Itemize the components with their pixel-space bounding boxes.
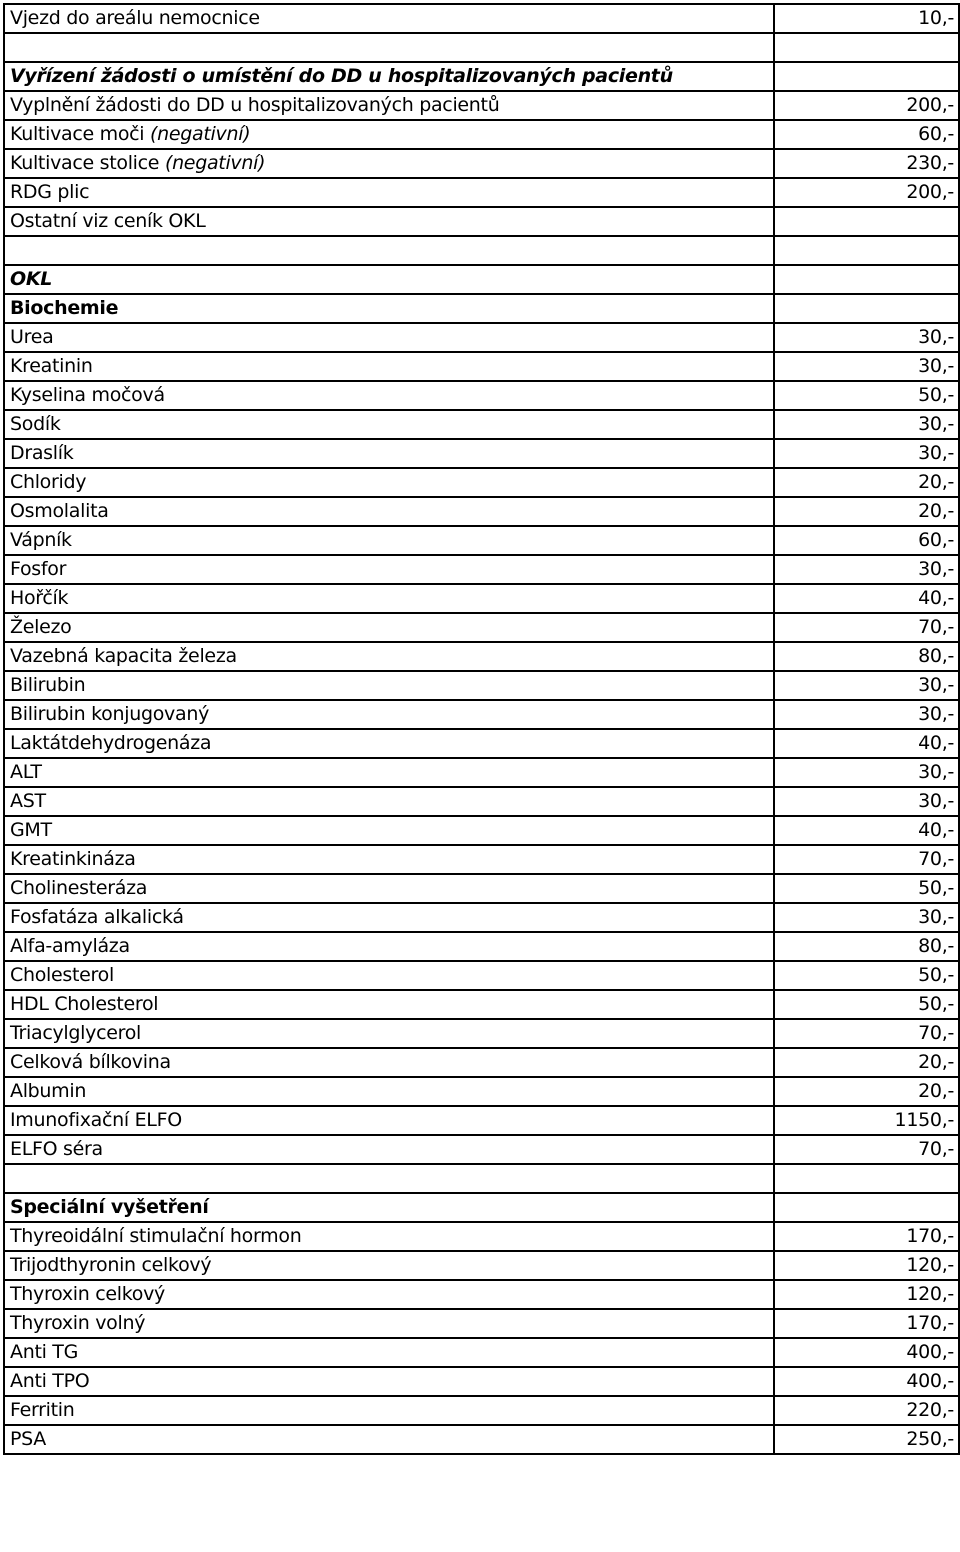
item-price: 30,- [774, 700, 959, 729]
item-name: Bilirubin konjugovaný [10, 703, 210, 725]
item-price [774, 294, 959, 323]
price-row [4, 1251, 959, 1280]
item-name: Kultivace moči [10, 123, 145, 145]
item-price: 60,- [774, 526, 959, 555]
price-row [4, 410, 959, 439]
item-name: AST [10, 790, 46, 812]
item-name-cell [4, 352, 774, 381]
item-name-cell [4, 33, 774, 62]
item-name-cell [4, 671, 774, 700]
item-name: Osmolalita [10, 500, 109, 522]
item-name: Imunofixační ELFO [10, 1109, 182, 1131]
price-row [4, 1396, 959, 1425]
item-name: Ferritin [10, 1399, 75, 1421]
item-price: 40,- [774, 729, 959, 758]
item-name-cell [4, 439, 774, 468]
price-row [4, 729, 959, 758]
item-name-cell [4, 1338, 774, 1367]
item-price: 20,- [774, 1048, 959, 1077]
item-name: Vyřízení žádosti o umístění do DD u hospitalizovaných pacientů [10, 65, 673, 87]
item-price [774, 1164, 959, 1193]
item-price: 20,- [774, 1077, 959, 1106]
item-name: HDL Cholesterol [10, 993, 159, 1015]
price-row [4, 178, 959, 207]
item-name-cell [4, 1222, 774, 1251]
item-name-cell [4, 1048, 774, 1077]
blank-row [4, 1164, 959, 1193]
item-name-cell [4, 265, 774, 294]
item-price: 30,- [774, 787, 959, 816]
item-price [774, 236, 959, 265]
item-price: 10,- [774, 4, 959, 33]
price-row [4, 816, 959, 845]
price-row [4, 1367, 959, 1396]
item-price [774, 62, 959, 91]
price-row [4, 671, 959, 700]
item-name-cell [4, 874, 774, 903]
item-name: Vápník [10, 529, 72, 551]
item-name: Cholesterol [10, 964, 114, 986]
item-price: 120,- [774, 1280, 959, 1309]
item-name: Anti TG [10, 1341, 79, 1363]
item-name-cell [4, 178, 774, 207]
item-name-cell [4, 1251, 774, 1280]
item-name-cell [4, 526, 774, 555]
price-row [4, 4, 959, 33]
item-price: 400,- [774, 1367, 959, 1396]
item-price: 30,- [774, 352, 959, 381]
item-name-cell [4, 410, 774, 439]
price-row [4, 758, 959, 787]
item-name: Biochemie [10, 297, 119, 319]
item-name-cell [4, 584, 774, 613]
item-name: Speciální vyšetření [10, 1196, 209, 1218]
item-price: 30,- [774, 671, 959, 700]
item-price [774, 265, 959, 294]
section-row [4, 294, 959, 323]
item-price: 20,- [774, 497, 959, 526]
header-row [4, 62, 959, 91]
item-name: Hořčík [10, 587, 69, 609]
price-row [4, 932, 959, 961]
item-name: GMT [10, 819, 52, 841]
item-price: 30,- [774, 439, 959, 468]
item-name-cell [4, 1193, 774, 1222]
item-name-cell [4, 294, 774, 323]
item-name-cell [4, 207, 774, 236]
item-note: (negativní) [164, 152, 266, 174]
item-name: Triacylglycerol [10, 1022, 142, 1044]
price-row [4, 1106, 959, 1135]
item-name-cell [4, 1425, 774, 1454]
item-price: 400,- [774, 1338, 959, 1367]
item-price: 70,- [774, 1019, 959, 1048]
item-price: 200,- [774, 91, 959, 120]
item-price: 120,- [774, 1251, 959, 1280]
item-price: 80,- [774, 642, 959, 671]
price-row [4, 642, 959, 671]
item-name: Alfa-amyláza [10, 935, 130, 957]
price-row [4, 91, 959, 120]
item-price: 250,- [774, 1425, 959, 1454]
item-name: Anti TPO [10, 1370, 90, 1392]
item-name: Bilirubin [10, 674, 86, 696]
price-row [4, 700, 959, 729]
price-row [4, 468, 959, 497]
price-row [4, 1077, 959, 1106]
item-name: Laktátdehydrogenáza [10, 732, 212, 754]
item-price: 40,- [774, 816, 959, 845]
item-name: Kreatinin [10, 355, 93, 377]
item-price: 170,- [774, 1309, 959, 1338]
item-name-cell [4, 236, 774, 265]
item-name: RDG plic [10, 181, 90, 203]
item-name-cell [4, 1077, 774, 1106]
item-name-cell [4, 642, 774, 671]
blank-row [4, 236, 959, 265]
item-name: Thyreoidální stimulační hormon [10, 1225, 302, 1247]
item-name-cell [4, 932, 774, 961]
price-row [4, 381, 959, 410]
item-name-cell [4, 845, 774, 874]
item-name: Vjezd do areálu nemocnice [10, 7, 260, 29]
item-name-cell [4, 120, 774, 149]
price-row [4, 1425, 959, 1454]
item-name: OKL [10, 268, 53, 290]
item-name: Sodík [10, 413, 61, 435]
item-price: 70,- [774, 1135, 959, 1164]
item-name-cell [4, 787, 774, 816]
item-name-cell [4, 4, 774, 33]
item-price: 70,- [774, 613, 959, 642]
item-name: PSA [10, 1428, 46, 1450]
item-name: Kyselina močová [10, 384, 165, 406]
price-row [4, 613, 959, 642]
item-price: 200,- [774, 178, 959, 207]
price-list-table [3, 3, 960, 1455]
item-name: Celková bílkovina [10, 1051, 171, 1073]
item-name-cell [4, 497, 774, 526]
item-name: Kultivace stolice [10, 152, 160, 174]
item-note: (negativní) [150, 123, 251, 145]
price-row [4, 1280, 959, 1309]
price-row [4, 845, 959, 874]
item-price: 20,- [774, 468, 959, 497]
item-price: 50,- [774, 990, 959, 1019]
price-row [4, 903, 959, 932]
item-name: Kreatinkináza [10, 848, 136, 870]
section-row [4, 1193, 959, 1222]
item-name-cell [4, 323, 774, 352]
item-name-cell [4, 91, 774, 120]
item-price: 80,- [774, 932, 959, 961]
price-row [4, 787, 959, 816]
item-price: 50,- [774, 961, 959, 990]
price-row [4, 149, 959, 178]
item-name-cell [4, 1280, 774, 1309]
item-name: Urea [10, 326, 54, 348]
item-name: Trijodthyronin celkový [10, 1254, 212, 1276]
price-row [4, 1135, 959, 1164]
price-row [4, 555, 959, 584]
item-name: Draslík [10, 442, 74, 464]
price-row [4, 1222, 959, 1251]
item-name-cell [4, 990, 774, 1019]
item-name-cell [4, 62, 774, 91]
item-price: 30,- [774, 903, 959, 932]
item-price: 50,- [774, 381, 959, 410]
item-name-cell [4, 1367, 774, 1396]
item-price: 40,- [774, 584, 959, 613]
item-price: 220,- [774, 1396, 959, 1425]
item-name: ALT [10, 761, 42, 783]
price-row [4, 323, 959, 352]
price-row [4, 1338, 959, 1367]
item-name-cell [4, 903, 774, 932]
item-name-cell [4, 1164, 774, 1193]
blank-row [4, 33, 959, 62]
item-name: Železo [10, 616, 72, 638]
item-name-cell [4, 555, 774, 584]
price-row [4, 352, 959, 381]
item-name: Fosfor [10, 558, 67, 580]
item-name: Cholinesteráza [10, 877, 148, 899]
item-price [774, 33, 959, 62]
item-name-cell [4, 613, 774, 642]
item-price: 30,- [774, 758, 959, 787]
item-price: 1150,- [774, 1106, 959, 1135]
item-price: 230,- [774, 149, 959, 178]
item-name-cell [4, 149, 774, 178]
item-name-cell [4, 1396, 774, 1425]
item-price: 30,- [774, 555, 959, 584]
price-list-body [4, 4, 959, 1454]
item-name-cell [4, 468, 774, 497]
item-name: Thyroxin volný [10, 1312, 146, 1334]
item-name: Thyroxin celkový [10, 1283, 165, 1305]
item-name: Vyplnění žádosti do DD u hospitalizovaných pacientů [10, 94, 500, 116]
item-price: 50,- [774, 874, 959, 903]
item-name: Vazebná kapacita železa [10, 645, 237, 667]
item-name: Ostatní viz ceník OKL [10, 210, 206, 232]
item-name: Albumin [10, 1080, 87, 1102]
item-price: 60,- [774, 120, 959, 149]
item-price [774, 1193, 959, 1222]
item-name-cell [4, 381, 774, 410]
item-name-cell [4, 1019, 774, 1048]
item-price: 30,- [774, 410, 959, 439]
item-name: Fosfatáza alkalická [10, 906, 184, 928]
item-name-cell [4, 1135, 774, 1164]
price-row [4, 439, 959, 468]
price-row [4, 497, 959, 526]
price-row [4, 990, 959, 1019]
item-name: Chloridy [10, 471, 87, 493]
item-name-cell [4, 729, 774, 758]
item-price [774, 207, 959, 236]
item-name: ELFO séra [10, 1138, 103, 1160]
item-price: 30,- [774, 323, 959, 352]
price-row [4, 526, 959, 555]
price-row [4, 1309, 959, 1338]
group-row [4, 265, 959, 294]
price-row [4, 1019, 959, 1048]
item-price: 170,- [774, 1222, 959, 1251]
item-name-cell [4, 758, 774, 787]
price-row [4, 1048, 959, 1077]
price-row [4, 874, 959, 903]
item-name-cell [4, 1106, 774, 1135]
price-row [4, 584, 959, 613]
item-name-cell [4, 700, 774, 729]
item-price: 70,- [774, 845, 959, 874]
item-name-cell [4, 816, 774, 845]
price-row [4, 207, 959, 236]
price-row [4, 120, 959, 149]
item-name-cell [4, 961, 774, 990]
item-name-cell [4, 1309, 774, 1338]
price-row [4, 961, 959, 990]
